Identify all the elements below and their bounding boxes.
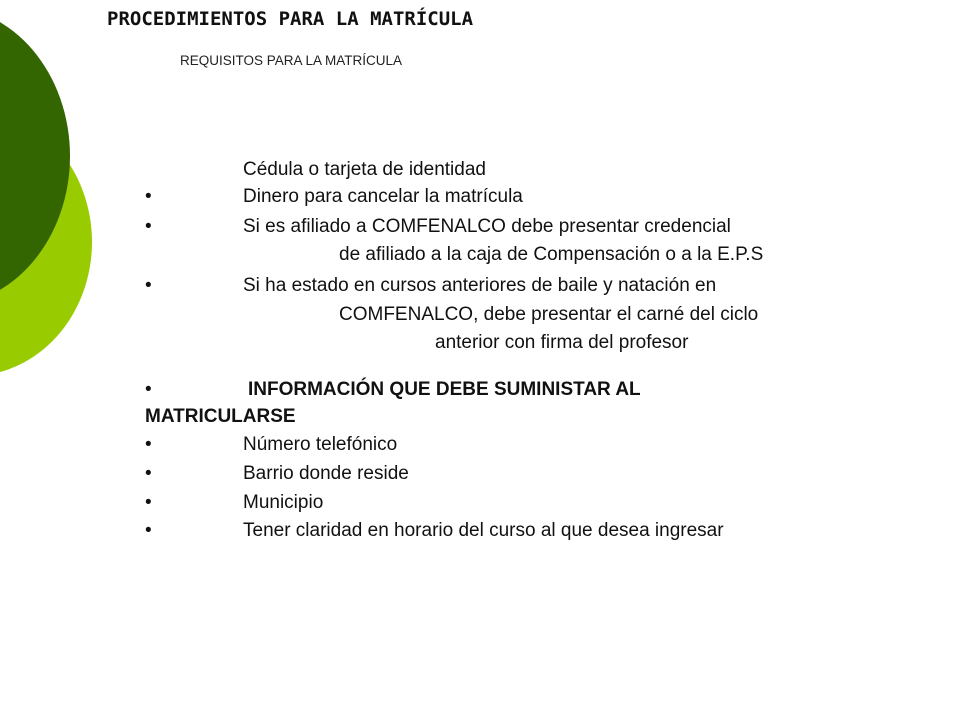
info-heading-line-1: INFORMACIÓN QUE DEBE SUMINISTAR AL: [248, 379, 641, 400]
requirement-item-3-line-1: Si es afiliado a COMFENALCO debe presentar credencial: [243, 216, 731, 237]
bullet: •: [145, 492, 152, 513]
bullet: •: [145, 379, 152, 400]
page-title: PROCEDIMIENTOS PARA LA MATRÍCULA: [107, 8, 474, 30]
bullet: •: [145, 216, 152, 237]
bullet: •: [145, 434, 152, 455]
bullet: •: [145, 275, 152, 296]
info-heading-line-2: MATRICULARSE: [145, 406, 296, 427]
bullet: •: [145, 463, 152, 484]
requirement-item-4-line-3: anterior con firma del profesor: [435, 332, 689, 353]
requirement-item-4-line-1: Si ha estado en cursos anteriores de baile y natación en: [243, 275, 717, 296]
requirement-item-2: Dinero para cancelar la matrícula: [243, 186, 523, 207]
requirement-item-3-line-2: de afiliado a la caja de Compensación o a la E.P.S: [339, 244, 764, 265]
bullet: •: [145, 186, 152, 207]
requirement-item-1: Cédula o tarjeta de identidad: [243, 159, 486, 180]
info-item-schedule: Tener claridad en horario del curso al que desea ingresar: [243, 520, 724, 541]
info-item-phone: Número telefónico: [243, 434, 398, 455]
requirement-item-4-line-2: COMFENALCO, debe presentar el carné del ciclo: [339, 304, 759, 325]
bullet: •: [145, 520, 152, 541]
page-subtitle: REQUISITOS PARA LA MATRÍCULA: [180, 53, 403, 68]
info-item-neighborhood: Barrio donde reside: [243, 463, 409, 484]
info-item-municipality: Municipio: [243, 492, 324, 513]
